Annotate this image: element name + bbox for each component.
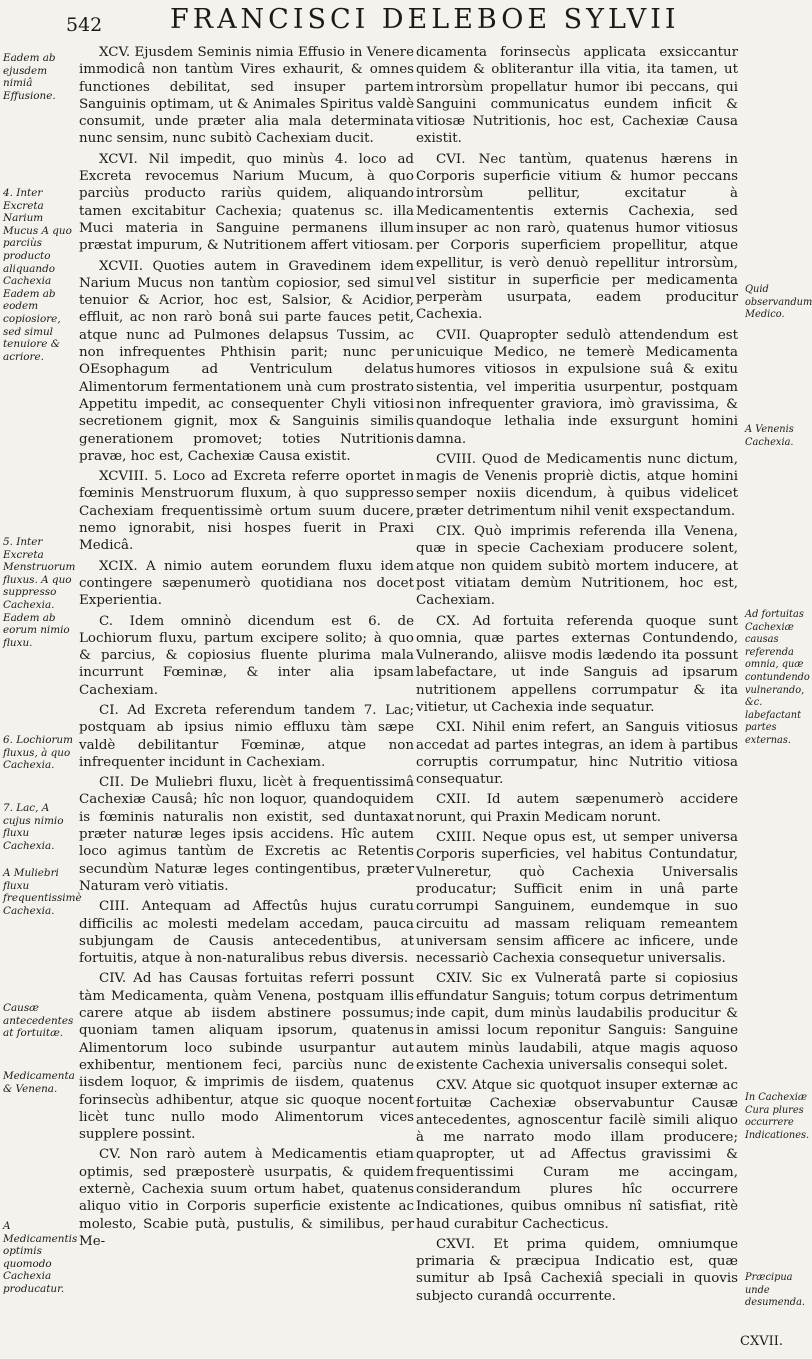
paragraph-cxvi: CXVI. Et prima quidem, omniumque primaria & præcipua Indicatio est, quæ sumitur ab Ipsâ Cachexiâ speciali in quovis subjecto curandâ occurrente. <box>416 1236 738 1304</box>
page-number: 542 <box>66 14 103 36</box>
paragraph-cxii: CXII. Id autem sæpenumerò accidere norunt, qui Praxin Medicam norunt. <box>416 792 738 825</box>
paragraph-cvi: CVI. Nec tantùm, quatenus hærens in Corporis superficie vitium & humor peccans introrsùm pellitur, excitatur à Medicamententis externis Cachexia, sed insuper ac non rarò, quatenus humor vitiosus per Corporis superficiem propellitur, atque expellitur, is verò denuò repellitur introrsùm, vel sistitur in superficie per medicamenta perperàm usurpata, eadem producitur Cachexia. <box>416 151 738 323</box>
paragraph-cv-continued: dicamenta forinsecùs applicata exsiccantur quidem & obliterantur illa vitia, ita tamen, ut introrsùm propellatur humor ibi peccans, qui Sanguini communicatus eundem inficit & vitiosæ Nutritionis, hoc est, Cachexiæ Causa existit. <box>416 45 738 147</box>
running-title: FRANCISCI DELEBOE SYLVII <box>170 4 680 35</box>
paragraph-cii: CII. De Muliebri fluxu, licèt à frequentissimâ Cachexiæ Causâ; hîc non loquor, quandoquidem is fœminis naturalis non existit, sed duntaxat præter naturæ leges ipsis accidens. Hîc autem loco agimus tantùm de Excretis ac Retentis secundùm Naturæ leges contingentibus, præter Naturam verò vitiatis. <box>79 775 414 894</box>
paragraph-cxiii: CXIII. Neque opus est, ut semper universa Corporis superficies, vel habitus Contundatur, Vulneretur, quò Cachexia Universalis producatur; Sufficit enim in unâ parte corrumpi Sanguinem, eundemque in suo circuitu ad massam reliquam remeantem universam sensim afficere ac inficere, unde necessariò Cachexia consequetur universalis. <box>416 830 738 967</box>
paragraph-xcviii: XCVIII. 5. Loco ad Excreta referre oportet in fœminis Menstruorum fluxum, à quo suppresso Cachexiam frequentissimè ortum suum ducere, nemo ignorabit, nisi hospes fuerit in Praxi Medicâ. <box>79 469 414 554</box>
paragraph-xcix: XCIX. A nimio autem eorundem fluxu idem contingere sæpenumerò quotidiana nos docet Experientia. <box>79 558 414 609</box>
margin-note: 4. Inter Excreta Narium Mucus A quo parciùs producto aliquando Cachexia Eadem ab eodem copiosiore, sed simul tenuiore & acriore. <box>3 187 72 363</box>
paragraph-cv: CV. Non rarò autem à Medicamentis etiam optimis, sed præposterè usurpatis, & quidem externè, Cachexia suum ortum habet, quatenus aliquo vitio in Corporis superficie existente ac molesto, Scabie putà, pustulis, & similibus, per Me- <box>79 1147 414 1249</box>
paragraph-civ: CIV. Ad has Causas fortuitas referri possunt tàm Medicamenta, quàm Venena, postquam illis carere atque ab iisdem abstinere possumus; quoniam tamen aliquam ipsorum, quatenus Alimentorum loco subinde usurpantur aut exhibentur, mentionem feci, parciùs nunc de iisdem loquor, & imprimis de iisdem, quatenus forinsecùs adhibentur, atque sic quoque nocent licèt tunc nullo modo Alimentorum vices supplere possint. <box>79 971 414 1143</box>
paragraph-cviii: CVIII. Quod de Medicamentis nunc dictum, magis de Venenis propriè dictis, atque homini semper noxiis dicendum, à quibus videlicet præter detrimentum nihil venit exspectandum. <box>416 451 738 519</box>
paragraph-xcvi: XCVI. Nil impedit, quo minùs 4. loco ad Excreta revocemus Narium Mucum, à quo parciùs producto rariùs quidem, aliquando tamen excitabitur Cachexia; quatenus sc. illa Muci materia in Sanguine permanens illum præstat impurum, & Nutritionem affert vitiosam. <box>79 151 414 254</box>
margin-note: In Cachexiæ Cura plures occurrere Indicationes. <box>745 1092 810 1141</box>
margin-note: Medicamenta & Venena. <box>3 1070 75 1095</box>
margin-note: 5. Inter Excreta Menstruorum fluxus. A quo suppresso Cachexia. Eadem ab eorum nimio fluxu. <box>3 536 76 649</box>
right-text-column <box>416 44 738 1308</box>
left-text-column <box>79 44 414 1253</box>
paragraph-xcv: XCV. Ejusdem Seminis nimia Effusio in Venere immodicâ non tantùm Vires exhaurit, & omnes functiones debilitat, sed insuper partem Sanguinis optimam, ut & Animales Spiritus valdè consumit, unde præter alia mala determinata nunc sensim, nunc subitò Cachexiam ducit. <box>79 45 414 147</box>
margin-note: A Venenis Cachexia. <box>745 424 794 448</box>
paragraph-xcvii: XCVII. Quoties autem in Gravedinem idem Narium Mucus non tantùm copiosior, sed simul tenuior & Acrior, hoc est, Salsior, & Acidior, effluit, ac non rarò bonâ sui parte fauces petit, atque nunc ad Pulmones delapsus Tussim, ac non infrequentes Phthisin parit; nunc per OEsophagum ad Ventriculum delatus Alimentorum fermentationem unà cum prostrato Appetitu impedit, ac consequenter Chyli vitiosi secretionem gignit, mox & Sanguinis similis generationem promovet; toties Nutritionis pravæ, hoc est, Cachexiæ Causa existit. <box>79 258 414 464</box>
margin-note: Eadem ab ejusdem nimiâ Effusione. <box>3 52 56 102</box>
paragraph-ci: CI. Ad Excreta referendum tandem 7. Lac; postquam ab ipsius nimio effluxu tàm sæpe valdè debilitantur Fœminæ, atque non infrequenter incidunt in Cachexiam. <box>79 702 414 770</box>
margin-note: Ad fortuitas Cachexiæ causas referenda omnia, quæ contundendo vulnerando, &c. labefactant partes externas. <box>745 609 810 746</box>
margin-note: 6. Lochiorum fluxus, à quo Cachexia. <box>3 734 73 772</box>
paragraph-cxi: CXI. Nihil enim refert, an Sanguis vitiosus accedat ad partes integras, an idem à partibus corruptis corrumpatur, hinc Nutritio vitiosa consequatur. <box>416 720 738 788</box>
paragraph-ciii: CIII. Antequam ad Affectûs hujus curatu difficilis ac molesti medelam accedam, pauca subjungam de Causis antecedentibus, at fortuitis, atque à non-naturalibus rebus diversis. <box>79 899 414 967</box>
paragraph-cix: CIX. Quò imprimis referenda illa Venena, quæ in specie Cachexiam producere solent, atque non quidem subitò mortem inducere, at post vitiatam demùm Nutritionem, hoc est, Cachexiam. <box>416 524 738 609</box>
margin-note: Præcipua unde desumenda. <box>745 1272 806 1309</box>
margin-note: 7. Lac, A cujus nimio fluxu Cachexia. <box>3 802 64 852</box>
margin-note: A Medicamentis optimis quomodo Cachexia producatur. <box>3 1220 78 1295</box>
paragraph-c: C. Idem omninò dicendum est 6. de Lochiorum fluxu, partum excipere solito; à quo & parcius, & copiosius fluente plurima mala incurrunt Fœminæ, & inter alia ipsam Cachexiam. <box>79 613 414 698</box>
paragraph-cvii: CVII. Quapropter sedulò attendendum est unicuique Medico, ne temerè Medicamenta humores vitiosos in expulsione suâ & exitu sistentia, vel imperitia usurpentur, postquam non infrequenter graviora, imò gravissima, & quandoque lethalia inde exsurgunt homini damna. <box>416 327 738 447</box>
catchword: CXVII. <box>740 1334 783 1349</box>
paragraph-cxiv: CXIV. Sic ex Vulneratâ parte si copiosius effundatur Sanguis; totum corpus detrimentum inde capit, dum minùs laudabilis producitur & in amissi locum reponitur Sanguis: Sanguine autem minùs laudabili, atque magis aquoso existente Cachexia universalis consequi solet. <box>416 971 739 1073</box>
margin-note: A Muliebri fluxu frequentissimè Cachexia. <box>3 867 82 917</box>
margin-note: Causæ antecedentes at fortuitæ. <box>3 1002 74 1040</box>
margin-note: Quid observandum Medico. <box>745 284 812 321</box>
paragraph-cxv: CXV. Atque sic quotquot insuper externæ ac fortuitæ Cachexiæ observabuntur Causæ antecedentes, agnoscentur facilè simili aliquo à me narrato modo illam producere; quapropter, ut ad Affectus gravissimi & frequentissimi Curam me accingam, considerandum plures hîc occurrere Indicationes, quibus omnibus nî satisfiat, ritè haud curabitur Cachecticus. <box>416 1078 738 1232</box>
paragraph-cx: CX. Ad fortuita referenda quoque sunt omnia, quæ partes externas Contundendo, Vulnerando, aliisve modis lædendo ita possunt labefactare, ut inde Sanguis ad ipsarum nutritionem appellens corrumpatur & ita vitietur, ut Cachexia inde sequatur. <box>416 613 738 715</box>
